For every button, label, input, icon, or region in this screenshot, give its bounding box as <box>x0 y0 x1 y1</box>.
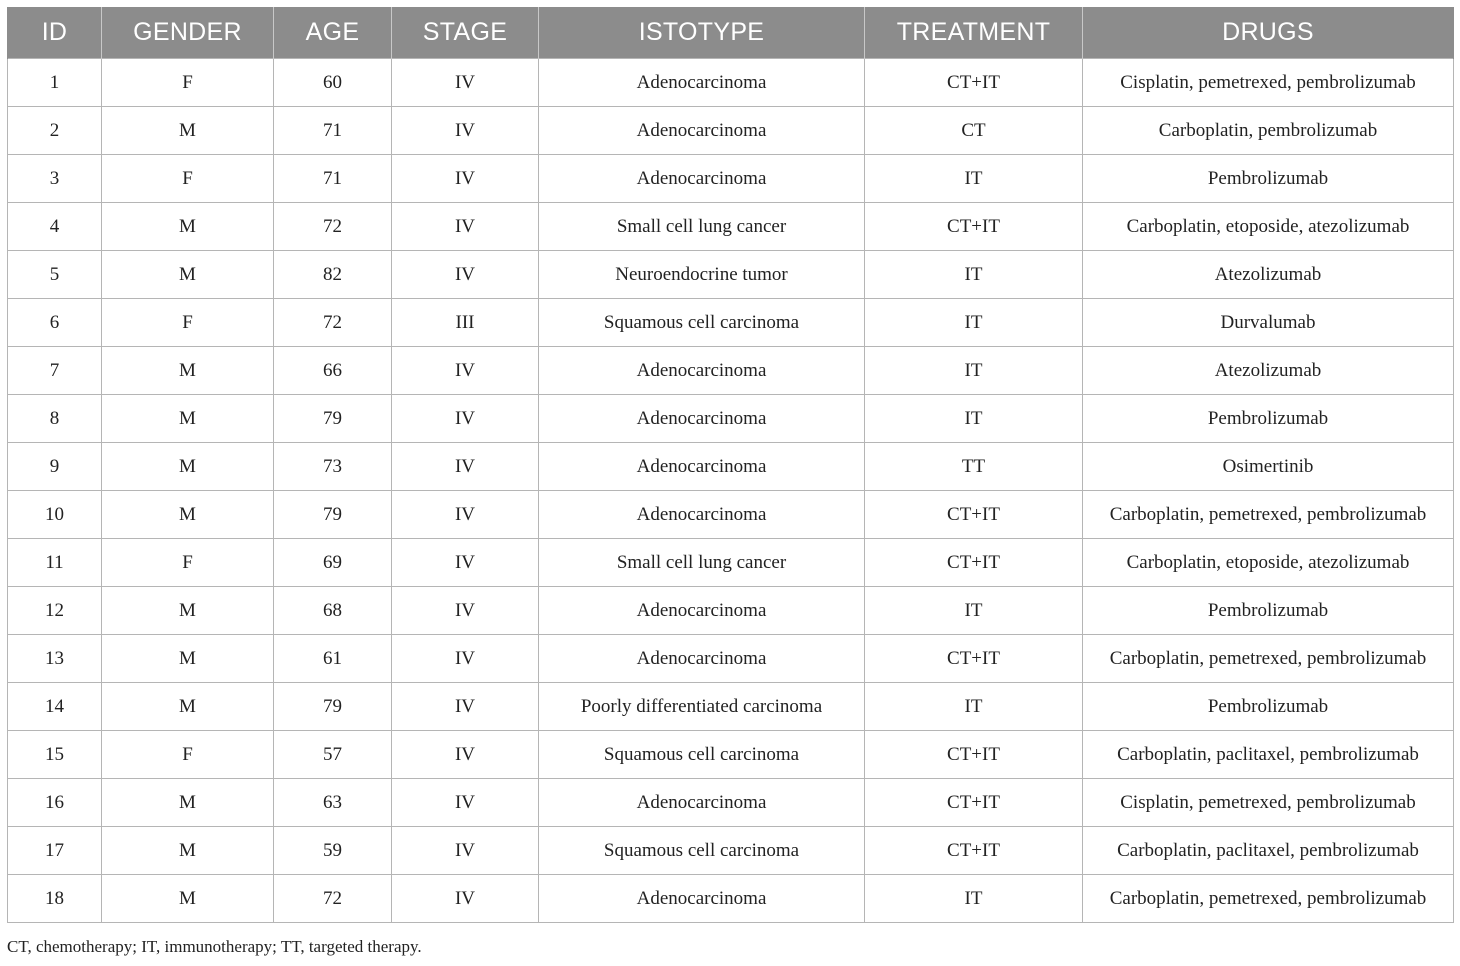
cell-treatment: CT+IT <box>865 827 1083 875</box>
patient-table <box>7 7 1454 923</box>
cell-istotype: Adenocarcinoma <box>539 155 865 203</box>
cell-stage: IV <box>392 731 539 779</box>
column-header-drugs: DRUGS <box>1083 7 1454 59</box>
cell-id: 2 <box>8 107 102 155</box>
cell-drugs: Pembrolizumab <box>1083 683 1454 731</box>
column-header-stage: STAGE <box>392 7 539 59</box>
table-row <box>8 875 1454 923</box>
cell-treatment: IT <box>865 683 1083 731</box>
cell-stage: IV <box>392 587 539 635</box>
cell-gender: M <box>102 779 274 827</box>
table-row <box>8 731 1454 779</box>
cell-istotype: Squamous cell carcinoma <box>539 731 865 779</box>
cell-istotype: Adenocarcinoma <box>539 635 865 683</box>
cell-id: 7 <box>8 347 102 395</box>
cell-istotype: Small cell lung cancer <box>539 203 865 251</box>
cell-drugs: Carboplatin, pemetrexed, pembrolizumab <box>1083 635 1454 683</box>
cell-drugs: Carboplatin, pemetrexed, pembrolizumab <box>1083 491 1454 539</box>
table-row <box>8 443 1454 491</box>
cell-treatment: CT+IT <box>865 59 1083 107</box>
cell-treatment: IT <box>865 347 1083 395</box>
cell-age: 79 <box>274 683 392 731</box>
cell-drugs: Carboplatin, pembrolizumab <box>1083 107 1454 155</box>
cell-id: 16 <box>8 779 102 827</box>
cell-id: 17 <box>8 827 102 875</box>
cell-age: 59 <box>274 827 392 875</box>
cell-id: 9 <box>8 443 102 491</box>
cell-istotype: Adenocarcinoma <box>539 779 865 827</box>
cell-istotype: Adenocarcinoma <box>539 395 865 443</box>
cell-id: 10 <box>8 491 102 539</box>
cell-stage: IV <box>392 155 539 203</box>
cell-treatment: IT <box>865 395 1083 443</box>
cell-id: 11 <box>8 539 102 587</box>
table-header-row <box>8 7 1454 59</box>
cell-id: 14 <box>8 683 102 731</box>
cell-drugs: Cisplatin, pemetrexed, pembrolizumab <box>1083 779 1454 827</box>
cell-gender: M <box>102 443 274 491</box>
cell-gender: M <box>102 203 274 251</box>
cell-age: 73 <box>274 443 392 491</box>
cell-treatment: CT+IT <box>865 731 1083 779</box>
table-row <box>8 107 1454 155</box>
table-row <box>8 491 1454 539</box>
cell-treatment: IT <box>865 155 1083 203</box>
cell-stage: IV <box>392 203 539 251</box>
cell-stage: III <box>392 299 539 347</box>
cell-age: 72 <box>274 875 392 923</box>
table-row <box>8 347 1454 395</box>
cell-drugs: Atezolizumab <box>1083 251 1454 299</box>
cell-treatment: CT <box>865 107 1083 155</box>
cell-gender: M <box>102 107 274 155</box>
table-footnote: CT, chemotherapy; IT, immunotherapy; TT, targeted therapy. <box>7 937 422 956</box>
cell-istotype: Poorly differentiated carcinoma <box>539 683 865 731</box>
column-header-istotype: ISTOTYPE <box>539 7 865 59</box>
cell-gender: F <box>102 59 274 107</box>
cell-age: 79 <box>274 491 392 539</box>
cell-istotype: Small cell lung cancer <box>539 539 865 587</box>
cell-id: 4 <box>8 203 102 251</box>
cell-age: 63 <box>274 779 392 827</box>
cell-age: 71 <box>274 155 392 203</box>
cell-gender: M <box>102 347 274 395</box>
cell-stage: IV <box>392 59 539 107</box>
table-row <box>8 299 1454 347</box>
cell-gender: M <box>102 683 274 731</box>
table-row <box>8 395 1454 443</box>
cell-gender: M <box>102 875 274 923</box>
cell-stage: IV <box>392 491 539 539</box>
cell-gender: M <box>102 395 274 443</box>
cell-age: 72 <box>274 203 392 251</box>
cell-istotype: Adenocarcinoma <box>539 587 865 635</box>
cell-stage: IV <box>392 875 539 923</box>
patient-table-container <box>7 7 1453 923</box>
cell-drugs: Carboplatin, paclitaxel, pembrolizumab <box>1083 731 1454 779</box>
cell-stage: IV <box>392 539 539 587</box>
cell-stage: IV <box>392 443 539 491</box>
cell-istotype: Squamous cell carcinoma <box>539 299 865 347</box>
cell-drugs: Carboplatin, etoposide, atezolizumab <box>1083 203 1454 251</box>
table-row <box>8 779 1454 827</box>
cell-age: 69 <box>274 539 392 587</box>
cell-istotype: Adenocarcinoma <box>539 875 865 923</box>
cell-treatment: CT+IT <box>865 203 1083 251</box>
cell-id: 18 <box>8 875 102 923</box>
cell-drugs: Osimertinib <box>1083 443 1454 491</box>
cell-stage: IV <box>392 347 539 395</box>
cell-id: 3 <box>8 155 102 203</box>
column-header-gender: GENDER <box>102 7 274 59</box>
cell-istotype: Adenocarcinoma <box>539 443 865 491</box>
cell-treatment: CT+IT <box>865 779 1083 827</box>
cell-id: 5 <box>8 251 102 299</box>
cell-id: 6 <box>8 299 102 347</box>
cell-age: 82 <box>274 251 392 299</box>
cell-treatment: CT+IT <box>865 635 1083 683</box>
column-header-id: ID <box>8 7 102 59</box>
cell-drugs: Carboplatin, paclitaxel, pembrolizumab <box>1083 827 1454 875</box>
table-row <box>8 635 1454 683</box>
cell-id: 8 <box>8 395 102 443</box>
cell-istotype: Adenocarcinoma <box>539 107 865 155</box>
cell-id: 15 <box>8 731 102 779</box>
cell-istotype: Adenocarcinoma <box>539 59 865 107</box>
cell-gender: F <box>102 155 274 203</box>
cell-gender: M <box>102 635 274 683</box>
cell-age: 57 <box>274 731 392 779</box>
cell-age: 61 <box>274 635 392 683</box>
table-row <box>8 155 1454 203</box>
cell-id: 1 <box>8 59 102 107</box>
cell-gender: F <box>102 299 274 347</box>
cell-istotype: Neuroendocrine tumor <box>539 251 865 299</box>
cell-drugs: Carboplatin, pemetrexed, pembrolizumab <box>1083 875 1454 923</box>
cell-stage: IV <box>392 395 539 443</box>
cell-drugs: Pembrolizumab <box>1083 587 1454 635</box>
table-row <box>8 587 1454 635</box>
cell-treatment: IT <box>865 875 1083 923</box>
cell-stage: IV <box>392 635 539 683</box>
cell-treatment: TT <box>865 443 1083 491</box>
cell-drugs: Carboplatin, etoposide, atezolizumab <box>1083 539 1454 587</box>
cell-istotype: Squamous cell carcinoma <box>539 827 865 875</box>
cell-drugs: Pembrolizumab <box>1083 395 1454 443</box>
cell-age: 68 <box>274 587 392 635</box>
cell-drugs: Durvalumab <box>1083 299 1454 347</box>
table-row <box>8 59 1454 107</box>
table-header <box>8 7 1454 59</box>
cell-gender: F <box>102 539 274 587</box>
cell-stage: IV <box>392 107 539 155</box>
table-row <box>8 251 1454 299</box>
table-body <box>8 59 1454 923</box>
cell-gender: M <box>102 491 274 539</box>
cell-stage: IV <box>392 683 539 731</box>
cell-istotype: Adenocarcinoma <box>539 491 865 539</box>
table-row <box>8 827 1454 875</box>
cell-treatment: CT+IT <box>865 539 1083 587</box>
cell-age: 79 <box>274 395 392 443</box>
cell-stage: IV <box>392 779 539 827</box>
cell-treatment: IT <box>865 587 1083 635</box>
cell-gender: M <box>102 827 274 875</box>
table-row <box>8 539 1454 587</box>
cell-drugs: Cisplatin, pemetrexed, pembrolizumab <box>1083 59 1454 107</box>
cell-age: 72 <box>274 299 392 347</box>
cell-istotype: Adenocarcinoma <box>539 347 865 395</box>
column-header-treatment: TREATMENT <box>865 7 1083 59</box>
cell-age: 60 <box>274 59 392 107</box>
cell-gender: F <box>102 731 274 779</box>
cell-stage: IV <box>392 827 539 875</box>
column-header-age: AGE <box>274 7 392 59</box>
cell-age: 71 <box>274 107 392 155</box>
cell-id: 13 <box>8 635 102 683</box>
cell-treatment: CT+IT <box>865 491 1083 539</box>
cell-gender: M <box>102 251 274 299</box>
table-row <box>8 203 1454 251</box>
cell-gender: M <box>102 587 274 635</box>
table-row <box>8 683 1454 731</box>
cell-treatment: IT <box>865 251 1083 299</box>
cell-stage: IV <box>392 251 539 299</box>
cell-id: 12 <box>8 587 102 635</box>
cell-drugs: Pembrolizumab <box>1083 155 1454 203</box>
cell-treatment: IT <box>865 299 1083 347</box>
cell-age: 66 <box>274 347 392 395</box>
cell-drugs: Atezolizumab <box>1083 347 1454 395</box>
